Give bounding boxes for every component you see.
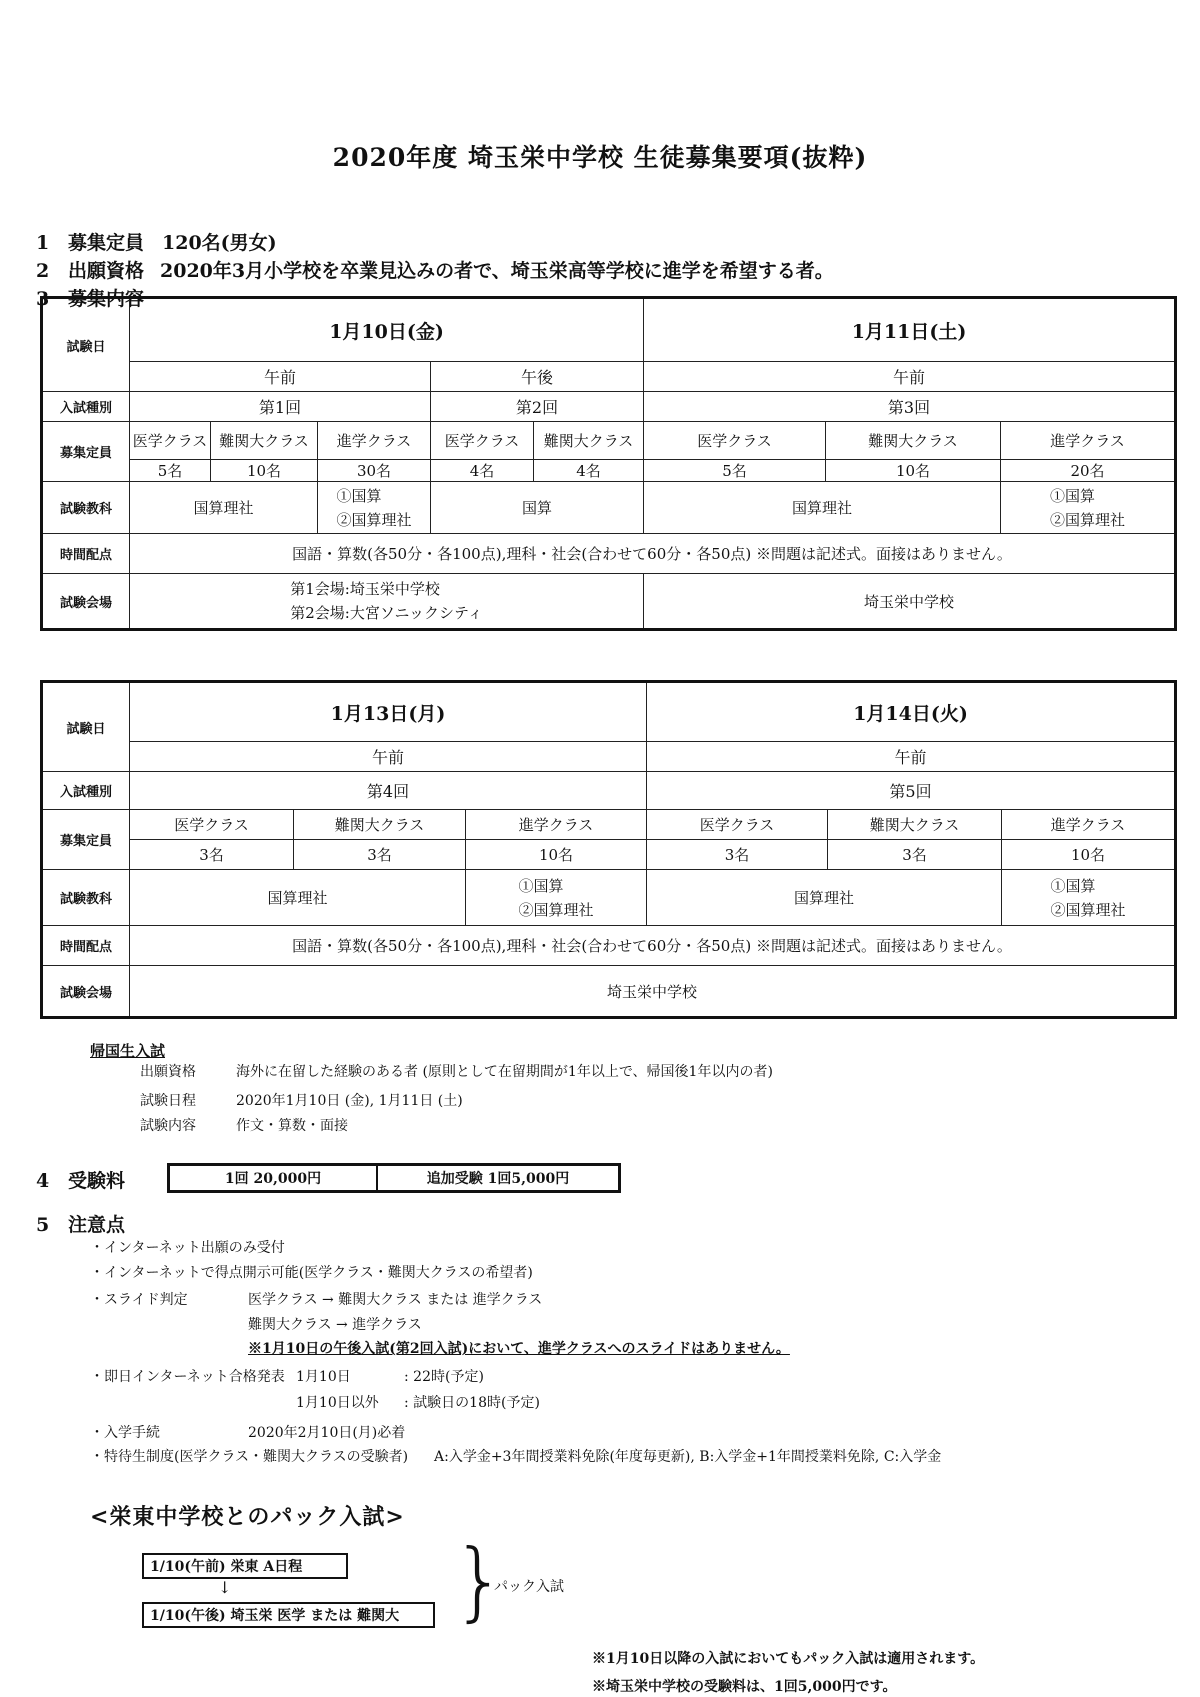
section-1-value: 120名(男女) — [162, 232, 277, 254]
subjects-option-2: ②国算理社 — [336, 510, 412, 529]
section-2-value: 2020年3月小学校を卒業見込みの者で、埼玉栄高等学校に進学を希望する者。 — [160, 260, 834, 282]
fee-base: 1回 20,000円 — [169, 1165, 378, 1192]
round-4: 第4回 — [130, 772, 647, 810]
exam-date-3: 1月13日(月) — [130, 682, 647, 742]
section-2-label: 出願資格 — [68, 260, 145, 282]
section-5-label: 注意点 — [68, 1214, 126, 1236]
class-cell: 進学クラス — [466, 810, 647, 840]
row-header-type: 入試種別 — [42, 772, 130, 810]
returnee-heading: 帰国生入試 — [90, 1042, 166, 1060]
slide-rule-note: ※1月10日の午後入試(第2回入試)において、進学クラスへのスライドはありません。 — [248, 1341, 790, 1357]
row-header-time: 時間配点 — [42, 926, 130, 966]
announcement-1-value: : 22時(予定) — [404, 1369, 484, 1385]
schedule-table-1 — [40, 296, 1177, 631]
round-5: 第5回 — [647, 772, 1176, 810]
pack-brace: } — [452, 1531, 507, 1631]
session-am-2: 午前 — [647, 742, 1176, 772]
subjects-option-1: ①国算 — [336, 486, 382, 505]
section-5-number: 5 — [36, 1214, 50, 1236]
capacity-cell: 20名 — [1001, 460, 1176, 482]
row-header-venue: 試験会場 — [42, 966, 130, 1018]
pack-arrow: ↓ — [218, 1578, 232, 1597]
section-4-label: 受験料 — [68, 1170, 126, 1192]
returnee-content — [140, 1115, 348, 1135]
section-2 — [36, 256, 834, 283]
exam-date-4: 1月14日(火) — [647, 682, 1176, 742]
pack-footnote-2: ※埼玉栄中学校の受験料は、1回5,000円です。 — [592, 1679, 897, 1695]
capacity-cell: 3名 — [130, 840, 294, 870]
fee-table — [167, 1163, 621, 1193]
class-cell: 進学クラス — [1001, 422, 1176, 460]
capacity-cell: 30名 — [318, 460, 431, 482]
session-am: 午前 — [130, 742, 647, 772]
class-cell: 進学クラス — [318, 422, 431, 460]
section-3-label: 募集内容 — [68, 288, 145, 310]
subjects-cell-choice — [1001, 482, 1176, 534]
announcement-2-value: : 試験日の18時(予定) — [404, 1395, 540, 1411]
section-1 — [36, 228, 277, 255]
capacity-cell: 4名 — [431, 460, 534, 482]
row-header-venue: 試験会場 — [42, 574, 130, 630]
section-1-label: 募集定員 — [68, 232, 145, 254]
returnee-content-value: 作文・算数・面接 — [236, 1118, 348, 1134]
note-announcement: ・即日インターネット合格発表 — [90, 1369, 285, 1385]
capacity-cell: 3名 — [294, 840, 466, 870]
section-5 — [36, 1210, 125, 1237]
row-header-capacity: 募集定員 — [42, 810, 130, 870]
capacity-cell: 3名 — [828, 840, 1002, 870]
subjects-option-1: ①国算 — [1050, 486, 1096, 505]
pack-footnote-1: ※1月10日以降の入試においてもパック入試は適用されます。 — [592, 1651, 985, 1667]
note-slide: ・スライド判定 — [90, 1292, 188, 1308]
subjects-cell: 国算理社 — [647, 870, 1002, 926]
venue-1: 第1会場:埼玉栄中学校 — [290, 580, 440, 598]
class-cell: 進学クラス — [1002, 810, 1176, 840]
returnee-dates-value: 2020年1月10日 (金), 1月11日 (土) — [236, 1093, 463, 1109]
class-cell: 医学クラス — [130, 810, 294, 840]
section-3-number: 3 — [36, 288, 50, 310]
class-cell: 医学クラス — [644, 422, 826, 460]
subjects-option-1: ①国算 — [518, 876, 564, 895]
section-1-number: 1 — [36, 232, 50, 254]
enrollment-deadline: 2020年2月10日(月)必着 — [248, 1425, 406, 1441]
session-am: 午前 — [130, 362, 431, 392]
class-cell: 難関大クラス — [534, 422, 644, 460]
time-allocation: 国語・算数(各50分・各100点),理科・社会(合わせて60分・各50点) ※問題は記述式。面接はありません。 — [130, 534, 1176, 574]
class-cell: 医学クラス — [431, 422, 534, 460]
row-header-subjects: 試験教科 — [42, 482, 130, 534]
note-score-disclosure: ・インターネットで得点開示可能(医学クラス・難関大クラスの希望者) — [90, 1265, 533, 1281]
round-1: 第1回 — [130, 392, 431, 422]
returnee-qualification-label: 出願資格 — [140, 1064, 196, 1080]
venue-cell: 埼玉栄中学校 — [644, 574, 1176, 630]
subjects-cell: 国算理社 — [644, 482, 1001, 534]
subjects-cell: 国算 — [431, 482, 644, 534]
exam-date-1: 1月10日(金) — [130, 298, 644, 362]
venue-2: 第2会場:大宮ソニックシティ — [290, 604, 483, 622]
row-header-time: 時間配点 — [42, 534, 130, 574]
announcement-2-label: 1月10日以外 — [296, 1395, 379, 1411]
session-am-2: 午前 — [644, 362, 1176, 392]
venue-cell — [130, 574, 644, 630]
note-online-application: ・インターネット出願のみ受付 — [90, 1240, 285, 1256]
row-header-subjects: 試験教科 — [42, 870, 130, 926]
round-2: 第2回 — [431, 392, 644, 422]
schedule-table-2 — [40, 680, 1177, 1019]
slide-rule-1: 医学クラス → 難関大クラス または 進学クラス — [248, 1292, 543, 1308]
round-3: 第3回 — [644, 392, 1176, 422]
scholarship-detail: A:入学金+3年間授業料免除(年度毎更新), B:入学金+1年間授業料免除, C:入学金 — [434, 1449, 942, 1465]
subjects-option-2: ②国算理社 — [1050, 900, 1126, 919]
capacity-cell: 4名 — [534, 460, 644, 482]
pack-box-2: 1/10(午後) 埼玉栄 医学 または 難関大 — [142, 1602, 435, 1628]
capacity-cell: 10名 — [466, 840, 647, 870]
subjects-cell-choice — [466, 870, 647, 926]
class-cell: 医学クラス — [647, 810, 828, 840]
capacity-cell: 10名 — [826, 460, 1001, 482]
subjects-option-2: ②国算理社 — [518, 900, 594, 919]
class-cell: 難関大クラス — [828, 810, 1002, 840]
fee-extra: 追加受験 1回5,000円 — [377, 1165, 620, 1192]
returnee-qualification — [140, 1061, 773, 1081]
class-cell: 難関大クラス — [826, 422, 1001, 460]
section-4 — [36, 1166, 125, 1193]
session-pm: 午後 — [431, 362, 644, 392]
subjects-cell: 国算理社 — [130, 482, 318, 534]
subjects-cell-choice — [318, 482, 431, 534]
page-title: 2020年度 埼玉栄中学校 生徒募集要項(抜粋) — [332, 143, 868, 172]
capacity-cell: 3名 — [647, 840, 828, 870]
returnee-qualification-value: 海外に在留した経験のある者 (原則として在留期間が1年以上で、帰国後1年以内の者) — [236, 1064, 773, 1080]
subjects-option-2: ②国算理社 — [1050, 510, 1126, 529]
returnee-dates — [140, 1090, 463, 1110]
pack-heading: <栄東中学校とのパック入試> — [90, 1504, 405, 1530]
subjects-cell: 国算理社 — [130, 870, 466, 926]
row-header-date: 試験日 — [42, 298, 130, 392]
capacity-cell: 5名 — [644, 460, 826, 482]
returnee-dates-label: 試験日程 — [140, 1093, 196, 1109]
pack-box-1: 1/10(午前) 栄東 A日程 — [142, 1553, 348, 1579]
announcement-1-label: 1月10日 — [296, 1369, 351, 1385]
capacity-cell: 5名 — [130, 460, 211, 482]
note-scholarship: ・特待生制度(医学クラス・難関大クラスの受験者) — [90, 1449, 409, 1465]
class-cell: 難関大クラス — [294, 810, 466, 840]
row-header-date: 試験日 — [42, 682, 130, 772]
venue-cell: 埼玉栄中学校 — [130, 966, 1176, 1018]
subjects-option-1: ①国算 — [1050, 876, 1096, 895]
time-allocation: 国語・算数(各50分・各100点),理科・社会(合わせて60分・各50点) ※問題は記述式。面接はありません。 — [130, 926, 1176, 966]
capacity-cell: 10名 — [1002, 840, 1176, 870]
subjects-cell-choice — [1002, 870, 1176, 926]
row-header-capacity: 募集定員 — [42, 422, 130, 482]
pack-label: パック入試 — [494, 1579, 564, 1595]
capacity-cell: 10名 — [211, 460, 318, 482]
row-header-type: 入試種別 — [42, 392, 130, 422]
class-cell: 医学クラス — [130, 422, 211, 460]
section-4-number: 4 — [36, 1170, 50, 1192]
section-2-number: 2 — [36, 260, 50, 282]
class-cell: 難関大クラス — [211, 422, 318, 460]
exam-date-2: 1月11日(土) — [644, 298, 1176, 362]
note-enrollment: ・入学手続 — [90, 1425, 160, 1441]
slide-rule-2: 難関大クラス → 進学クラス — [248, 1317, 422, 1333]
returnee-content-label: 試験内容 — [140, 1118, 196, 1134]
